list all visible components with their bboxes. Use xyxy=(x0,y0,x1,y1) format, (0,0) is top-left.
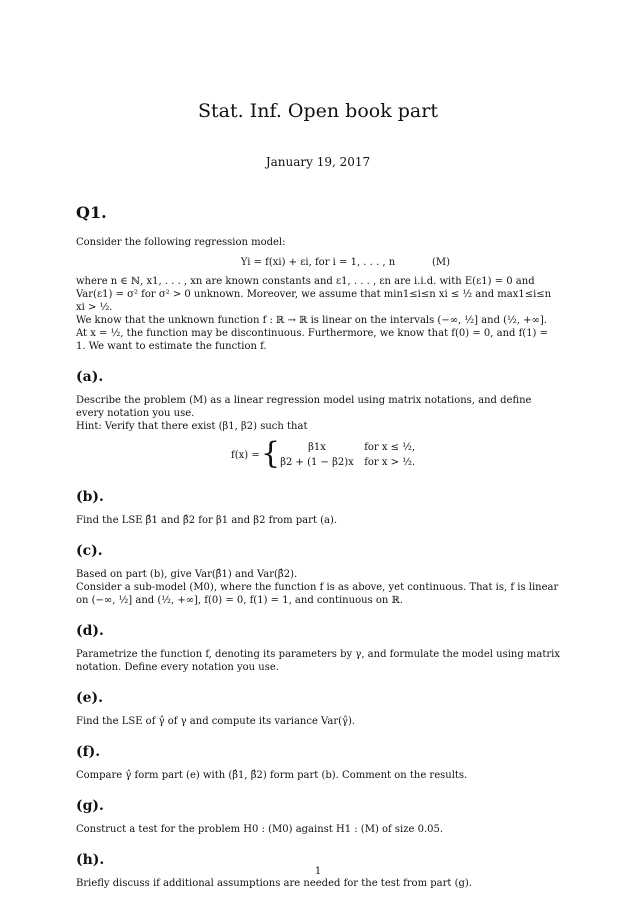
part-g-heading: (g). xyxy=(76,798,104,814)
part-g-text: Construct a test for the problem H0 : (M0) against H1 : (M) of size 0.05. xyxy=(76,824,444,835)
part-f-text: Compare γ̂ form part (e) with (β̂1, β̂2) form part (b). Comment on the results. xyxy=(76,770,468,781)
model-equation-tag: (M) xyxy=(431,257,450,268)
part-b-heading: (b). xyxy=(76,489,104,505)
case-1-expression: β1x xyxy=(308,442,326,453)
part-h-heading: (h). xyxy=(76,852,105,868)
part-c-heading: (c). xyxy=(76,543,103,559)
part-f-heading: (f). xyxy=(76,744,101,760)
page-number: 1 xyxy=(314,866,322,877)
part-h-text: Briefly discuss if additional assumptions are needed for the test from part (g). xyxy=(76,878,472,889)
part-a-hint: Hint: Verify that there exist (β1, β2) such that xyxy=(76,421,308,432)
piecewise-lhs: f(x) = xyxy=(231,450,260,461)
model-description: We know that the unknown function f : ℝ → ℝ is linear on the intervals (−∞, ½] and (½, +∞]. At x = ½, the function may be discontinuous. Furthermore, we know that f(0) = 0, and f(1) = 1. We want to estimate the function f. xyxy=(76,315,549,352)
part-a-heading: (a). xyxy=(76,369,104,385)
part-d-heading: (d). xyxy=(76,623,104,639)
piecewise-function xyxy=(76,436,560,473)
left-brace-icon: { xyxy=(261,436,281,471)
question-heading: Q1. xyxy=(76,203,107,222)
part-c-text-1: Based on part (b), give Var(β̂1) and Var(β̂2). xyxy=(76,569,298,580)
part-a-text: Describe the problem (M) as a linear regression model using matrix notations, and define every notation you use. xyxy=(76,395,532,419)
part-e-heading: (e). xyxy=(76,690,104,706)
model-assumptions: where n ∈ ℕ, x1, . . . , xn are known constants and ε1, . . . , εn are i.i.d. with E(ε1) = 0 and Var(ε1) = σ² for σ² > 0 unknown. Moreover, we assume that min1≤i≤n xi ≤ ½ and max1≤i≤n xi > ½. xyxy=(76,276,552,313)
part-d-text: Parametrize the function f, denoting its parameters by γ, and formulate the model using matrix notation. Define every notation you use. xyxy=(76,649,560,673)
document-body xyxy=(76,203,560,890)
case-2-condition: for x > ½. xyxy=(364,457,416,468)
case-2-expression: β2 + (1 − β2)x xyxy=(280,457,354,468)
part-c-text-2: Consider a sub-model (M0), where the function f is as above, yet continuous. That is, f is linear on (−∞, ½] and (½, +∞], f(0) = 0, f(1) = 1, and continuous on ℝ. xyxy=(76,582,559,606)
part-e-text: Find the LSE of γ̂ of γ and compute its variance Var(γ̂). xyxy=(76,716,356,727)
document-title: Stat. Inf. Open book part xyxy=(198,100,438,122)
piecewise-case-2 xyxy=(273,457,533,468)
document-date: January 19, 2017 xyxy=(265,155,371,169)
case-1-condition: for x ≤ ½, xyxy=(364,442,416,453)
question-intro: Consider the following regression model: xyxy=(76,237,286,248)
model-equation-text: Yi = f(xi) + εi, for i = 1, . . . , n xyxy=(240,257,396,268)
model-equation xyxy=(76,257,560,271)
part-b-text: Find the LSE β̂1 and β̂2 for β1 and β2 from part (a). xyxy=(76,515,338,526)
piecewise-case-1 xyxy=(273,442,533,453)
